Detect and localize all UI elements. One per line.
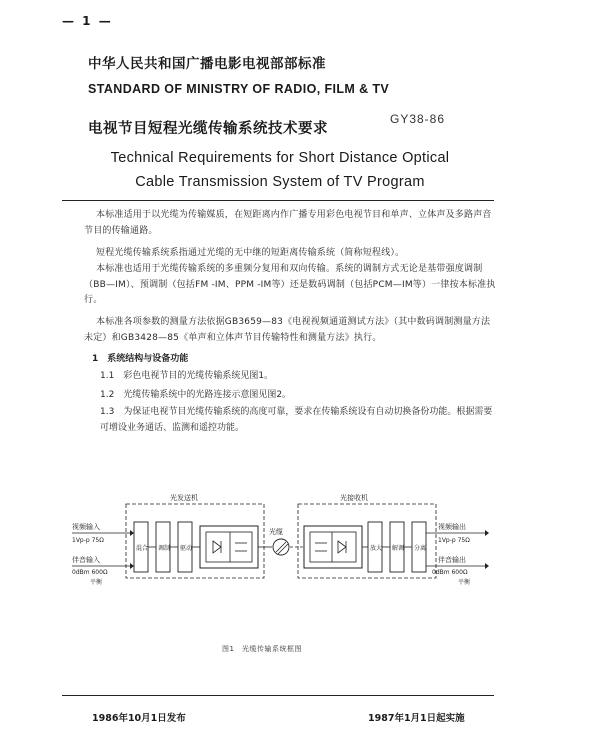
audio-output-level: 0dBm 600Ω [432, 569, 468, 576]
audio-input-label: 伴音输入 [72, 556, 100, 564]
paragraph-measurement: 本标准各项参数的测量方法依据GB3659—83《电视视频通道测试方法》（其中数码调制测量方法未定）和GB3428—85《单声和立体声节目传输特性和测量方法》执行。 [84, 317, 491, 343]
issue-date: 1986年10月1日发布 [92, 713, 186, 724]
tx-drive-label: 驱动 [180, 545, 193, 552]
rx-separate-label: 分离 [414, 545, 427, 552]
footer-rule [62, 695, 494, 696]
video-input-level: 1Vp-p 75Ω [72, 537, 104, 544]
transmitter-label: 光发送机 [170, 494, 198, 502]
clause-1-1: 1.1 彩色电视节目的光缆传输系统见图1。 [100, 371, 274, 381]
video-output-level: 1Vp-p 75Ω [438, 537, 470, 544]
rx-demodulate-label: 解调 [392, 545, 405, 552]
standard-title-cn: 电视节目短程光缆传输系统技术要求 [88, 121, 328, 137]
clause-1-2: 1.2 光缆传输系统中的光路连接示意图见图2。 [100, 390, 292, 400]
effective-date: 1987年1月1日起实施 [368, 713, 465, 724]
audio-input-level: 0dBm 600Ω [72, 569, 108, 576]
standard-title-en-line1: Technical Requirements for Short Distance Optical [110, 150, 450, 166]
tx-mix-label: 混合 [136, 545, 149, 552]
paragraph-definition: 短程光缆传输系统系指通过光缆的无中继的短距离传输系统（简称短程线）。 [96, 248, 405, 258]
section-heading: 1 系统结构与设备功能 [92, 354, 189, 364]
audio-input-type: 平衡 [90, 579, 103, 586]
receiver-enclosure [298, 504, 436, 578]
page-marker: — 1 — [62, 14, 113, 28]
audio-output-type: 平衡 [458, 579, 471, 586]
standard-code: GY38-86 [390, 112, 446, 126]
audio-output-label: 伴音输出 [438, 556, 466, 564]
system-block-diagram [72, 488, 492, 600]
header-rule [62, 200, 494, 201]
transmitter-enclosure [126, 504, 264, 578]
figure-caption: 图1 光缆传输系统框图 [222, 645, 302, 653]
receiver-label: 光接收机 [340, 494, 368, 502]
paragraph-modulation: 本标准也适用于光缆传输系统的多重频分复用和双向传输。系统的调制方式无论是基带强度调制（BB—IM）、预调制（包括FM -IM、PPM -IM等）还是数码调制（包括PCM—IM等）一律按本标准执行。 [84, 264, 496, 305]
photodiode-icon [338, 541, 346, 553]
video-input-label: 视频输入 [72, 523, 100, 531]
video-output-label: 视频输出 [438, 523, 466, 531]
clause-1-3: 1.3 为保证电视节目光缆传输系统的高度可靠，要求在传输系统设有自动切换备份功能。根据需要可增设业务通话、监测和遥控功能。 [100, 407, 493, 433]
ministry-title-cn: 中华人民共和国广播电影电视部部标准 [88, 56, 326, 72]
tx-modulate-label: 调制 [158, 545, 171, 552]
paragraph-scope: 本标准适用于以光缆为传输媒质，在短距离内作广播专用彩色电视节目和单声、立体声及多路声音节目的传输通路。 [84, 210, 492, 236]
standard-title-en-line2: Cable Transmission System of TV Program [135, 174, 425, 190]
cable-label: 光缆 [269, 528, 283, 536]
rx-amplify-label: 放大 [370, 545, 383, 552]
ministry-title-en: STANDARD OF MINISTRY OF RADIO, FILM & TV [88, 82, 390, 96]
laser-diode-icon [213, 541, 221, 553]
